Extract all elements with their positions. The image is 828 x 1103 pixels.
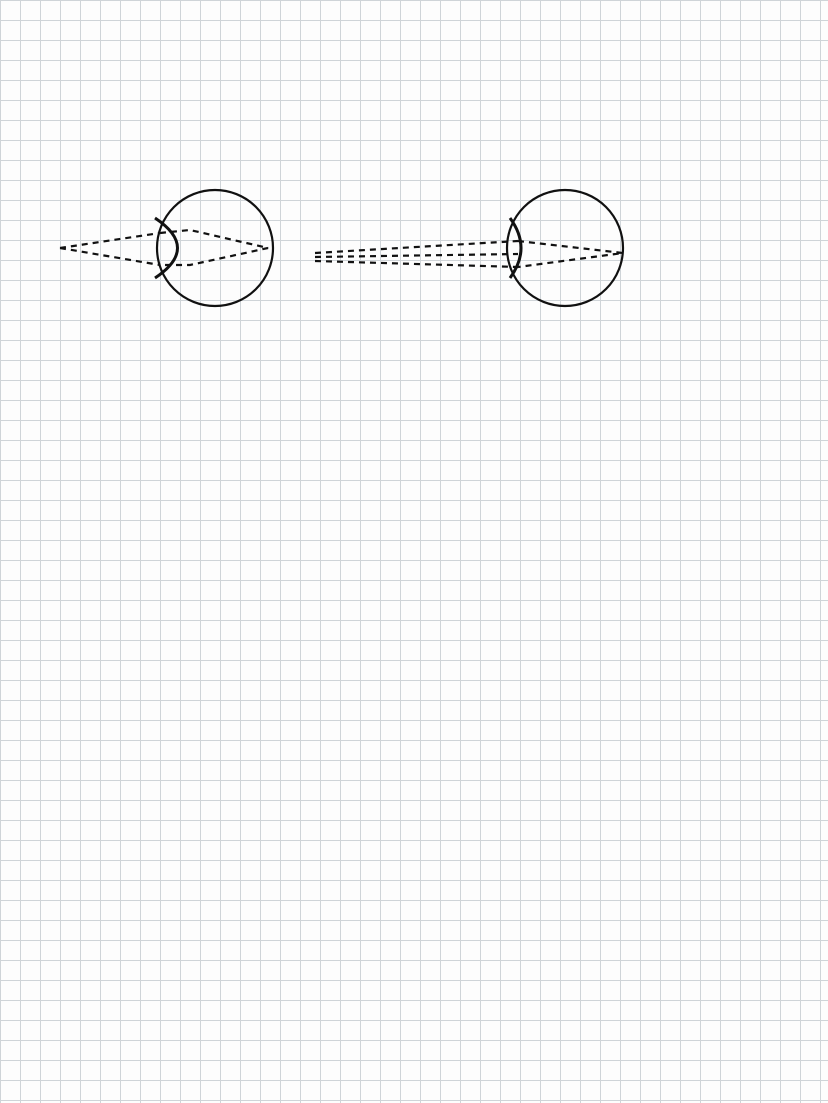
eye-lens-diagram <box>40 175 680 320</box>
floral-border-top <box>0 0 828 40</box>
light-rays-right-outer <box>315 241 518 267</box>
eyeball-right <box>507 190 623 306</box>
eye-far-diagram <box>315 190 623 306</box>
eyeball-left <box>157 190 273 306</box>
eye-near-diagram <box>60 190 273 306</box>
light-rays-left-outer <box>60 233 160 265</box>
convex-lens <box>155 218 178 278</box>
floral-border-right <box>776 40 828 1103</box>
light-rays-right-inner <box>518 241 623 267</box>
